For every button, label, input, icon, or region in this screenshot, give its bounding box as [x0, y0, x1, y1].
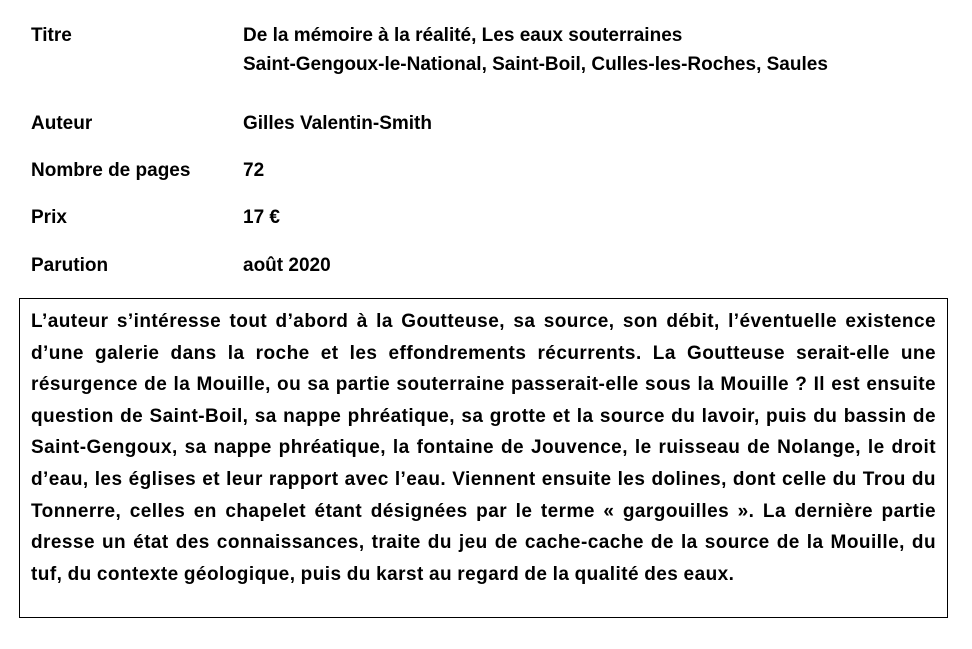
pages-label: Nombre de pages: [31, 160, 191, 181]
summary-box: [19, 298, 948, 618]
summary-text: L’auteur s’intéresse tout d’abord à la Goutteuse, sa source, son débit, l’éventuelle existence d’une galerie dans la roche et les effondrements récurrents. La Goutteuse serait-elle une résurgence de la Mouille, ou sa partie souterraine passerait-elle sous la Mouille ? Il est ensuite question de Saint-Boil, sa nappe phréatique, sa grotte et la source du lavoir, puis du bassin de Saint-Gengoux, sa nappe phréatique, la fontaine de Jouvence, le ruisseau de Nolange, le droit d’eau, les églises et leur rapport avec l’eau. Viennent ensuite les dolines, dont celle du Trou du Tonnerre, celles en chapelet étant désignées par le terme « gargouilles ». La dernière partie dresse un état des connaissances, traite du jeu de cache-cache de la source de la Mouille, du tuf, du contexte géologique, puis du karst au regard de la qualité des eaux.: [31, 311, 936, 585]
publication-value: août 2020: [243, 255, 331, 276]
author-label: Auteur: [31, 113, 93, 134]
title-label: Titre: [31, 25, 72, 46]
title-value-line2: Saint-Gengoux-le-National, Saint-Boil, Culles-les-Roches, Saules: [243, 54, 828, 75]
publication-label: Parution: [31, 255, 109, 276]
pages-value: 72: [243, 160, 265, 181]
price-value: 17 €: [243, 207, 280, 228]
title-value-line1: De la mémoire à la réalité, Les eaux souterraines: [243, 25, 683, 46]
author-value: Gilles Valentin-Smith: [243, 113, 432, 134]
price-label: Prix: [31, 207, 67, 228]
